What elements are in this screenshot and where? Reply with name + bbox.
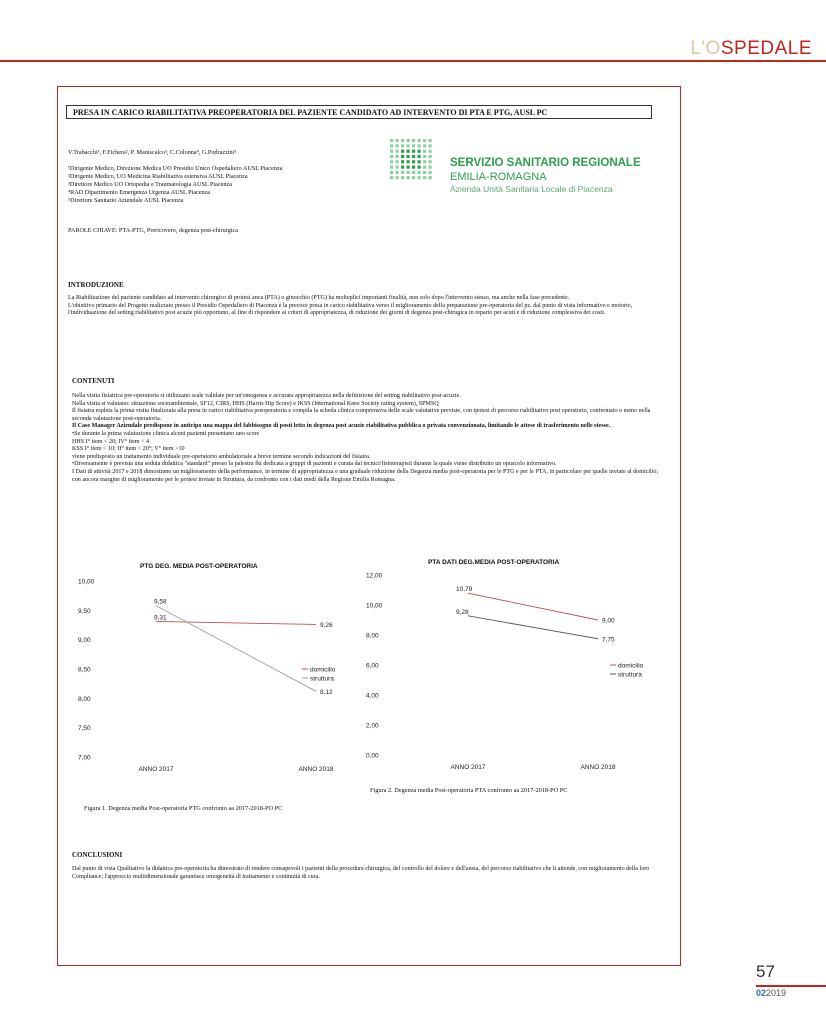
logo-dot (412, 160, 415, 163)
logo-dot (396, 166, 399, 169)
logo-line3: Azienda Unità Sanitaria Locale di Piacenza (450, 184, 613, 194)
issue-label (756, 988, 786, 998)
issue-year: 2019 (766, 988, 787, 998)
logo-dot (390, 166, 393, 169)
logo-dot (429, 150, 432, 153)
y-tick-label: 0,00 (366, 752, 379, 760)
intro-paragraph: La Riabilitazione del paziente candidato ad intervento chirurgico di protesi anca (PTA) o ginocchio (PTG) ha molteplici importanti finalità, non solo dopo l'intervento stesso, ma anche nella fase precedente. (68, 295, 570, 301)
logo-dot (401, 150, 404, 153)
chart-ptg (76, 571, 356, 781)
contents-line: Il fisiatra espleta la prima visita finalizzata alla presa in carico riabilitativa preoperatoria e compila la scheda clinica comprensiva delle scale valutative previste, con ipotesi di percorso riabilitativo post operatorio, confermato o meno nella seconda valutazione post-operatoria. (72, 408, 651, 422)
logo-dot (418, 139, 421, 142)
logo-dot (401, 155, 404, 158)
contents-line: HHS I° item < 20; IV° item < 4 (72, 438, 150, 445)
series-line-struttura (468, 616, 598, 639)
chart-pta (358, 567, 658, 777)
logo-dot (396, 160, 399, 163)
authors-line: V.Trabacchi¹, F.Fichera², P. Maniscalco³, C.Colonna⁴, G.Podrazzini⁵ (68, 149, 237, 156)
logo-dot (407, 144, 410, 147)
data-label: 9,31 (154, 614, 167, 622)
logo-dot (418, 166, 421, 169)
contents-line: viene predisposto un trattamento individuale pre-operatorio ambulatoriale a breve termine secondo indicazioni del fisiatra. (72, 453, 371, 460)
logo-dot (396, 144, 399, 147)
y-tick-label: 2,00 (366, 722, 379, 730)
y-tick-label: 10,00 (78, 578, 95, 586)
logo-dot (423, 150, 426, 153)
logo-dot (401, 144, 404, 147)
logo-line2: EMILIA-ROMAGNA (450, 171, 547, 183)
logo-dot (418, 150, 421, 153)
logo-dot (423, 155, 426, 158)
logo-dot (412, 144, 415, 147)
logo-dot (390, 176, 393, 179)
logo-dot (390, 160, 393, 163)
data-label: 9,00 (602, 617, 615, 625)
contents-line: KSS I° item < 10; II° item < 20°; V° item >10 (72, 446, 185, 453)
y-tick-label: 8,50 (78, 666, 91, 674)
conclusions-text: Dal punto di vista Qualitativo la didattica pre-operatoria ha dimostrato di rendere consapevoli i pazienti della procedura chirurgica, del controllo del dolore e dell'ansia, del percorso riabilitativo che li attende, con miglioramento della loro Compliance; l'approccio multidimensionale garantisce omogeneità di trattamento e continuità di cura. (72, 866, 650, 880)
y-tick-label: 7,50 (78, 725, 91, 733)
contents-line: Il Case Manager Aziendale predispone in anticipo una mappa del fabbisogno di posti letto in degenza post acuzie riabilitativa pubblica o privata convenzionata, limitando le attese di trasferimento nelle stesse. (72, 423, 611, 430)
contents-line: I Dati di attività 2017 e 2018 dimostrano un miglioramento della performance, in termine di appropriatezza e una graduale riduzione della Degenza media post-operatoria per le PTG e per le PTA, in particolare per quelle inviate al domicilio; con ancora margine di miglioramento per le protesi inviate in Struttura, da confronto con i dati medi della Regione Emilia Romagna. (72, 468, 659, 483)
issue-number: 02 (756, 988, 767, 998)
logo-dot (407, 176, 410, 179)
logo-dot (429, 166, 432, 169)
y-tick-label: 6,00 (366, 662, 379, 670)
x-tick-label: ANNO 2018 (580, 764, 616, 771)
data-label: 7,75 (602, 636, 615, 644)
figure1-caption: Figura 1. Degenza media Post-operatoria PTG confronto aa 2017-2018-PO PC (84, 805, 283, 812)
masthead-name: SPEDALE (720, 38, 812, 59)
logo-dot (423, 160, 426, 163)
contents-line: •Se durante la prima valutazione clinica alcuni pazienti presentano uno score (72, 430, 260, 437)
affiliation: ⁵Direttore Sanitario Aziendale AUSL Piacenza (68, 197, 184, 204)
header-rule (0, 60, 826, 62)
legend-entry: domicilio (310, 666, 336, 674)
logo-dot (429, 155, 432, 158)
logo-dot (429, 160, 432, 163)
chart1-title: PTG DEG. MEDIA POST-OPERATORIA (140, 563, 258, 570)
logo-dot (390, 155, 393, 158)
contents-line: •Diversamente è prevista una seduta didattica "standard" presso la palestra fkt dedicata a gruppi di pazienti e curata dai tecnici/fisioterapisti durante la quale viene distribuito un opuscolo informativo. (72, 461, 557, 468)
contents-line: Nella visita fisiatrica pre-operatoria si utilizzano scale validate per un'omogenea e accurata appropriatezza nella definizione del setting riabilitativo post-acuzie. (72, 393, 461, 399)
logo-dot (396, 139, 399, 142)
logo-dot (423, 176, 426, 179)
contents-line: Nella visita si valutano: situazione socioambientale, SF12, CIRS, HHS (Harris Hip Score) e IKSS (International Knee Society rating system), SPMSQ (72, 400, 439, 407)
logo-dot (418, 144, 421, 147)
logo-dot (396, 176, 399, 179)
logo-dot (401, 139, 404, 142)
ssr-dots-icon (388, 137, 434, 181)
y-tick-label: 9,00 (78, 637, 91, 645)
logo-dot (418, 155, 421, 158)
logo-line1: SERVIZIO SANITARIO REGIONALE (450, 157, 641, 169)
logo-dot (407, 139, 410, 142)
y-tick-label: 8,00 (78, 695, 91, 703)
intro-heading: INTRODUZIONE (68, 281, 124, 289)
poster-frame (57, 86, 681, 966)
keywords: PAROLE CHIAVE: PTA-PTG, Prericovero, degenza post-chirurgica (68, 227, 239, 234)
page-rule (756, 985, 826, 987)
logo-dot (390, 171, 393, 174)
logo-dot (396, 155, 399, 158)
contents-heading: CONTENUTI (72, 377, 115, 385)
poster-title: PRESA IN CARICO RIABILITATIVA PREOPERATORIA DEL PAZIENTE CANDIDATO AD INTERVENTO DI PTA E PTG, AUSL PC (66, 105, 652, 119)
y-tick-label: 10,00 (366, 602, 383, 610)
logo-dot (423, 171, 426, 174)
logo-dot (423, 166, 426, 169)
series-line-domicilio (468, 593, 598, 620)
y-tick-label: 8,00 (366, 632, 379, 640)
x-tick-label: ANNO 2017 (450, 764, 486, 771)
logo-dot (390, 150, 393, 153)
logo-dot (412, 139, 415, 142)
y-tick-label: 7,00 (78, 754, 91, 762)
affiliation: ³Direttore Medico UO Ortopedia e Traumatologia AUSL Piacenza (68, 181, 233, 188)
logo-dot (412, 171, 415, 174)
logo-dot (429, 144, 432, 147)
logo-dot (390, 139, 393, 142)
page-number: 57 (756, 962, 775, 981)
x-tick-label: ANNO 2018 (298, 766, 334, 773)
logo-dot (418, 160, 421, 163)
logo-dot (407, 166, 410, 169)
y-tick-label: 9,50 (78, 607, 91, 615)
authors-block (68, 149, 388, 205)
data-label: 9,28 (456, 608, 469, 616)
intro-paragraph: L'obiettivo primario del Progetto realizzato presso il Presidio Ospedaliero di Piacenza è la precoce presa in carico riabilitativa verso il miglioramento della preparazione pre-operatoria del pz. dal punto di vista informativo e motorio, l'individuazione del setting riabilitativo post acuzie più opportuno, al fine di rispondere ai criteri di appropriatezza, di riduzione dei giorni di degenza post-chirugica in reparto per acuti e di riduzione complessiva dei costi. (68, 302, 633, 317)
data-label: 9,58 (154, 598, 167, 606)
legend-entry: struttura (618, 671, 642, 679)
logo-dot (390, 144, 393, 147)
affiliation: ¹Dirigente Medico, Direzione Medica UO Presidio Unico Ospedaliero AUSL Piacenza (68, 165, 283, 172)
affiliation: ⁴RAD Dipartimento Emergenza Urgenza AUSL Piacenza (68, 189, 211, 196)
y-tick-label: 12,00 (366, 572, 383, 580)
legend-entry: domicilio (618, 662, 644, 670)
logo-dot (412, 155, 415, 158)
series-line-struttura (156, 606, 316, 692)
logo-dot (418, 176, 421, 179)
logo-dot (429, 139, 432, 142)
affiliation: ²Dirigente Medico, UO Medicina Riabilitativa estensiva AUSL Piacenza (68, 173, 248, 180)
contents-text (72, 393, 668, 484)
masthead-prefix: L'O (690, 38, 721, 59)
conclusions-heading: CONCLUSIONI (72, 851, 123, 859)
series-line-domicilio (156, 621, 316, 624)
data-label: 8,12 (320, 688, 333, 696)
logo-dot (423, 139, 426, 142)
logo-dot (412, 150, 415, 153)
figure2-caption: Figura 2. Degenza media Post-operatoria PTA confronto aa 2017-2018-PO PC (370, 787, 568, 794)
ssr-logo (388, 137, 648, 194)
logo-dot (423, 144, 426, 147)
logo-dot (396, 150, 399, 153)
logo-dot (401, 176, 404, 179)
logo-dot (412, 176, 415, 179)
logo-dot (396, 171, 399, 174)
logo-dot (418, 171, 421, 174)
logo-dot (407, 171, 410, 174)
legend-entry: struttura (310, 675, 334, 683)
data-label: 10,79 (456, 586, 473, 594)
intro-text (68, 295, 668, 318)
y-tick-label: 4,00 (366, 692, 379, 700)
logo-dot (412, 166, 415, 169)
logo-dot (407, 160, 410, 163)
logo-dot (401, 166, 404, 169)
chart2-title: PTA DATI DEG.MEDIA POST-OPERATORIA (428, 559, 560, 566)
data-label: 9,26 (320, 621, 333, 629)
logo-dot (401, 171, 404, 174)
logo-dot (429, 171, 432, 174)
logo-dot (407, 155, 410, 158)
x-tick-label: ANNO 2017 (138, 766, 174, 773)
masthead-logo (690, 38, 812, 60)
logo-dot (429, 176, 432, 179)
logo-dot (407, 150, 410, 153)
logo-dot (401, 160, 404, 163)
